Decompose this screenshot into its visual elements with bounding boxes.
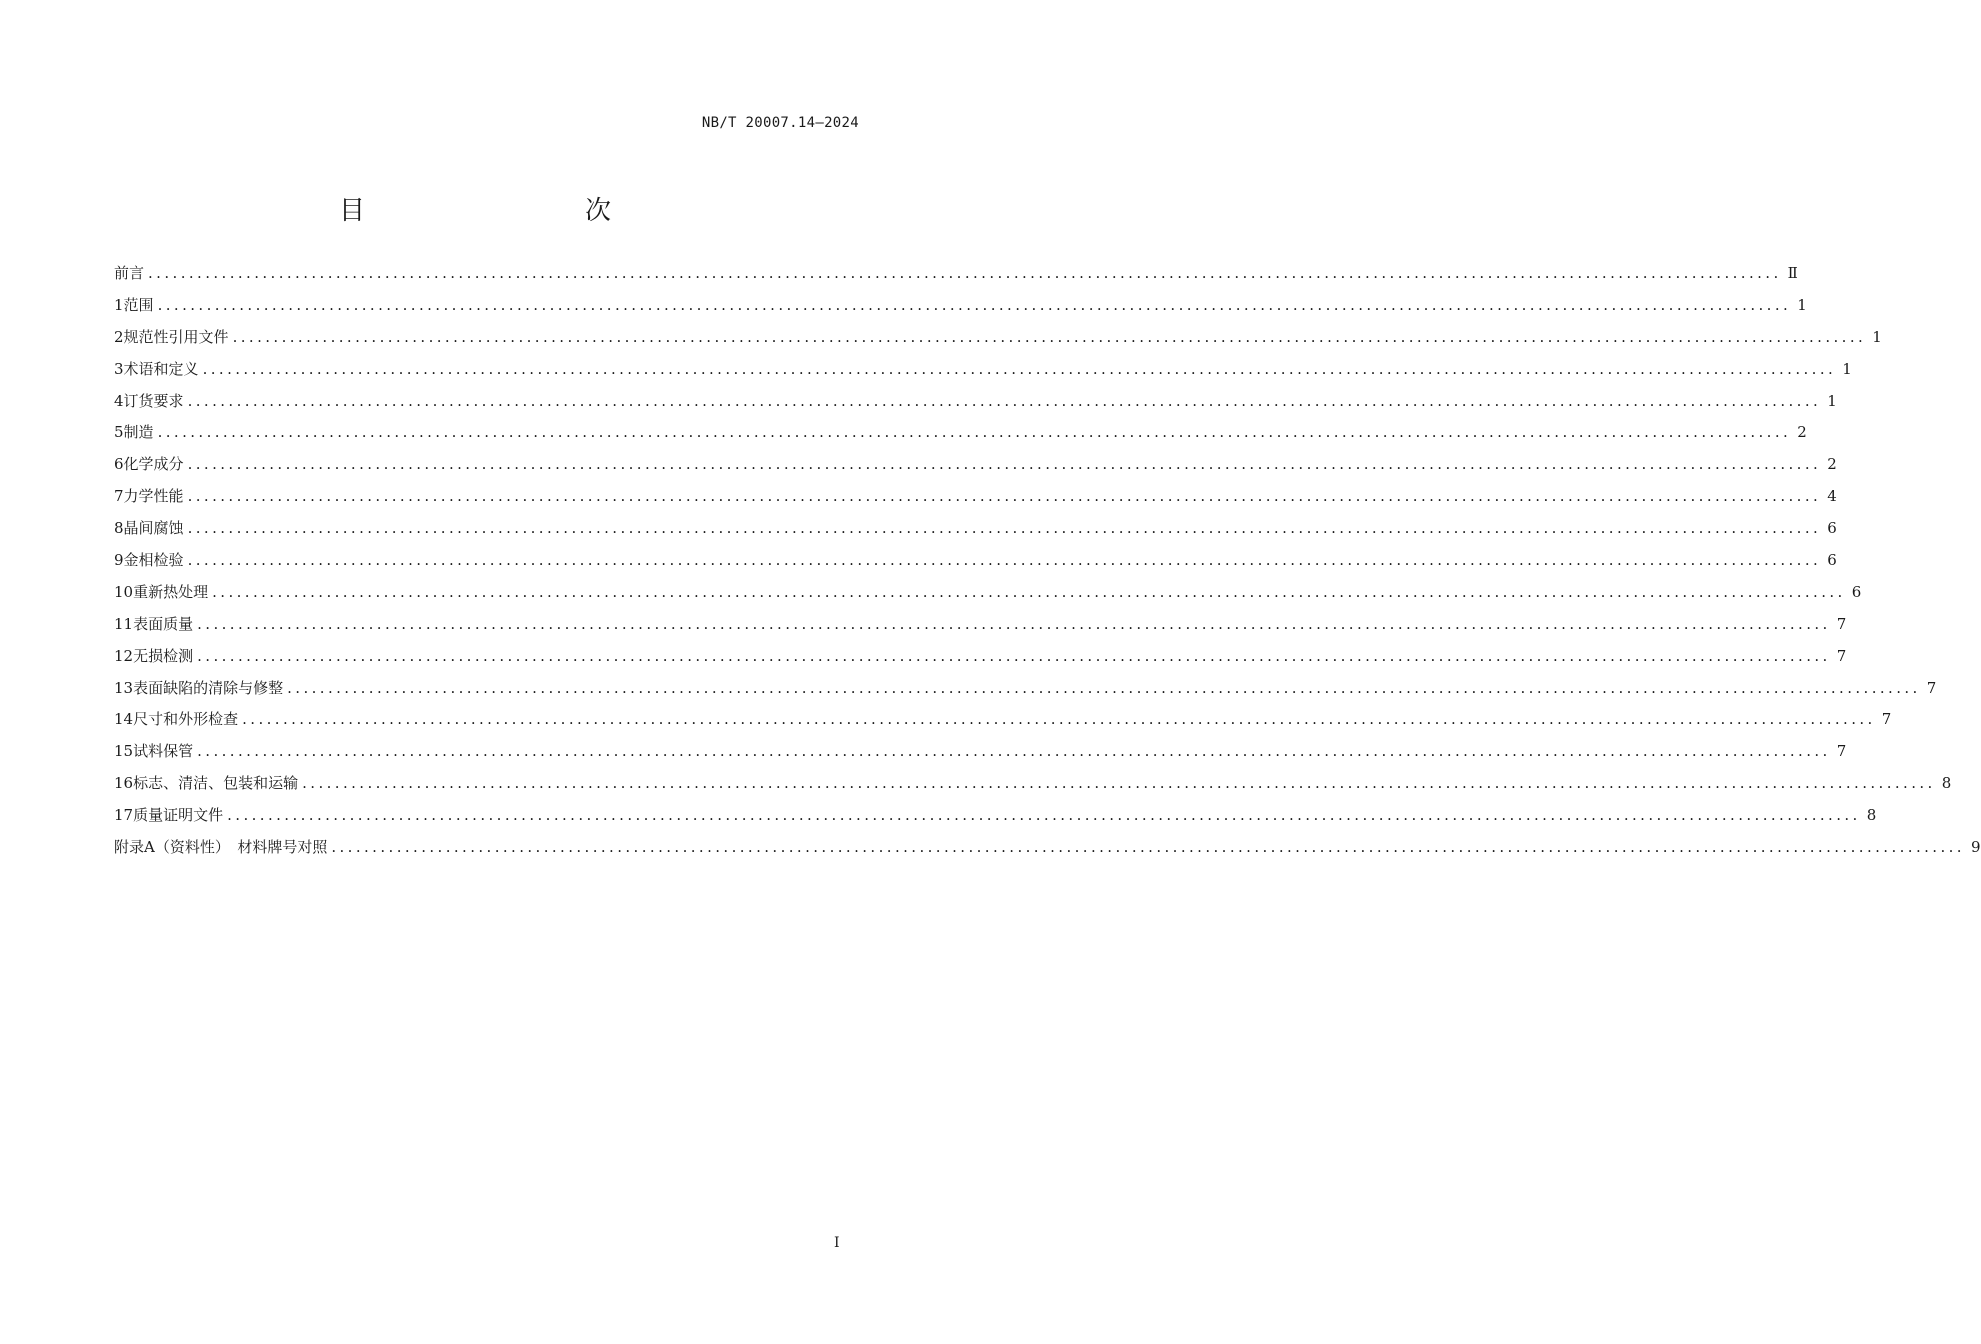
- toc-entry-title: 表面缺陷的清除与修整: [133, 678, 284, 697]
- toc-entry-number: 17: [114, 806, 134, 825]
- toc-entry-number: 10: [114, 582, 134, 601]
- toc-entry[interactable]: [114, 641, 1847, 673]
- toc-entry-number: 13: [114, 678, 134, 697]
- toc-entry-page: 4: [1827, 487, 1837, 506]
- toc-entry[interactable]: [114, 513, 1837, 545]
- toc-leader-dots: ........................................................................................................................................................................................................: [187, 519, 1822, 538]
- toc-entry-page: 2: [1797, 423, 1807, 442]
- toc-entry-title: 晶间腐蚀: [123, 519, 184, 538]
- toc-entry-number: 2: [114, 327, 124, 346]
- toc-entry[interactable]: [114, 736, 1847, 768]
- toc-entry[interactable]: [114, 449, 1837, 481]
- toc-leader-dots: ........................................................................................................................................................................................................: [212, 582, 1846, 601]
- toc-entry-page: 6: [1827, 519, 1837, 538]
- toc-entry-page: 1: [1797, 295, 1807, 314]
- toc-entry-page: 7: [1836, 742, 1847, 761]
- toc-entry[interactable]: [114, 417, 1807, 449]
- standard-code: NB/T 20007.14—2024: [701, 115, 859, 131]
- table-of-contents: [114, 258, 1981, 864]
- toc-entry-number: 3: [114, 359, 124, 378]
- toc-leader-dots: ........................................................................................................................................................................................................: [302, 774, 1936, 793]
- toc-entry-appendix[interactable]: [114, 832, 1981, 864]
- toc-entry-title: 力学性能: [123, 487, 184, 506]
- toc-entry-title: 表面质量: [133, 614, 194, 633]
- toc-entry-title: 前言: [114, 264, 145, 282]
- toc-entry-title: 标志、清洁、包装和运输: [133, 774, 299, 793]
- toc-entry-number: 1: [114, 295, 124, 314]
- toc-leader-dots: ........................................................................................................................................................................................................: [187, 487, 1822, 506]
- toc-entry-title: 质量证明文件: [133, 806, 224, 825]
- toc-entry[interactable]: [114, 673, 1937, 705]
- page-number: I: [834, 1235, 840, 1251]
- toc-entry[interactable]: [114, 290, 1807, 322]
- toc-leader-dots: ........................................................................................................................................................................................................: [202, 359, 1837, 378]
- toc-entry-page: 1: [1842, 359, 1852, 378]
- toc-entry-number: 16: [114, 774, 134, 793]
- toc-entry[interactable]: [114, 481, 1837, 513]
- toc-entry-number: 8: [114, 519, 124, 538]
- toc-entry[interactable]: [114, 545, 1837, 577]
- toc-entry[interactable]: [114, 768, 1952, 800]
- toc-entry-page: 6: [1827, 551, 1837, 570]
- toc-entry-number: 6: [114, 455, 124, 474]
- toc-leader-dots: ........................................................................................................................................................................................................: [242, 710, 1876, 729]
- toc-leader-dots: ........................................................................................................................................................................................................: [287, 678, 1921, 697]
- toc-leader-dots: ........................................................................................................................................................................................................: [148, 264, 1782, 282]
- toc-entry-title: 化学成分: [123, 455, 184, 474]
- toc-leader-dots: ........................................................................................................................................................................................................: [157, 295, 1792, 314]
- toc-entry-title: 制造: [123, 423, 154, 442]
- toc-entry-number: 9: [114, 551, 124, 570]
- toc-entry-number: 5: [114, 423, 124, 442]
- toc-entry-number: 7: [114, 487, 124, 506]
- page-title: 目 次: [338, 196, 667, 226]
- toc-leader-dots: ........................................................................................................................................................................................................: [197, 614, 1831, 633]
- toc-entry-page: 7: [1836, 646, 1847, 665]
- toc-entry[interactable]: [114, 577, 1862, 609]
- toc-leader-dots: ........................................................................................................................................................................................................: [157, 423, 1792, 442]
- toc-leader-dots: ........................................................................................................................................................................................................: [197, 742, 1831, 761]
- toc-entry-number: 12: [114, 646, 134, 665]
- toc-entry[interactable]: [114, 258, 1798, 290]
- toc-entry-page: 6: [1851, 582, 1862, 601]
- toc-entry-number: 14: [114, 710, 134, 729]
- toc-entry-page: 1: [1872, 327, 1882, 346]
- toc-entry-title: 术语和定义: [123, 359, 199, 378]
- toc-entry-page: 7: [1926, 678, 1937, 697]
- toc-entry-title: 规范性引用文件: [123, 327, 229, 346]
- toc-entry-number: 4: [114, 391, 124, 410]
- toc-entry[interactable]: [114, 609, 1847, 641]
- toc-entry[interactable]: [114, 704, 1892, 736]
- toc-leader-dots: ........................................................................................................................................................................................................: [197, 646, 1831, 665]
- toc-entry-title: 金相检验: [123, 551, 184, 570]
- toc-entry-number: 11: [114, 614, 134, 633]
- toc-entry-page: 9: [1970, 838, 1981, 857]
- toc-leader-dots: ........................................................................................................................................................................................................: [187, 455, 1822, 474]
- toc-entry-title: 无损检测: [133, 646, 194, 665]
- toc-entry-title: 重新热处理: [133, 582, 209, 601]
- toc-entry-page: 8: [1941, 774, 1952, 793]
- toc-entry[interactable]: [114, 354, 1852, 386]
- toc-entry-title: 尺寸和外形检查: [133, 710, 239, 729]
- toc-entry-title: 范围: [123, 295, 154, 314]
- toc-entry-number: 15: [114, 742, 134, 761]
- toc-entry[interactable]: [114, 386, 1837, 418]
- toc-entry-page: Ⅱ: [1787, 264, 1798, 282]
- toc-entry[interactable]: [114, 322, 1882, 354]
- toc-entry-page: 8: [1866, 806, 1877, 825]
- toc-entry-page: 1: [1827, 391, 1837, 410]
- toc-leader-dots: ........................................................................................................................................................................................................: [232, 327, 1867, 346]
- toc-leader-dots: ........................................................................................................................................................................................................: [187, 391, 1822, 410]
- toc-entry-title: 订货要求: [123, 391, 184, 410]
- toc-leader-dots: ........................................................................................................................................................................................................: [331, 838, 1965, 857]
- toc-entry[interactable]: [114, 800, 1877, 832]
- toc-leader-dots: ........................................................................................................................................................................................................: [187, 551, 1822, 570]
- toc-entry-title: 试料保管: [133, 742, 194, 761]
- toc-entry-page: 7: [1836, 614, 1847, 633]
- toc-entry-title: 附录A（资料性） 材料牌号对照: [114, 838, 328, 857]
- toc-entry-page: 2: [1827, 455, 1837, 474]
- toc-leader-dots: ........................................................................................................................................................................................................: [227, 806, 1861, 825]
- toc-entry-page: 7: [1881, 710, 1892, 729]
